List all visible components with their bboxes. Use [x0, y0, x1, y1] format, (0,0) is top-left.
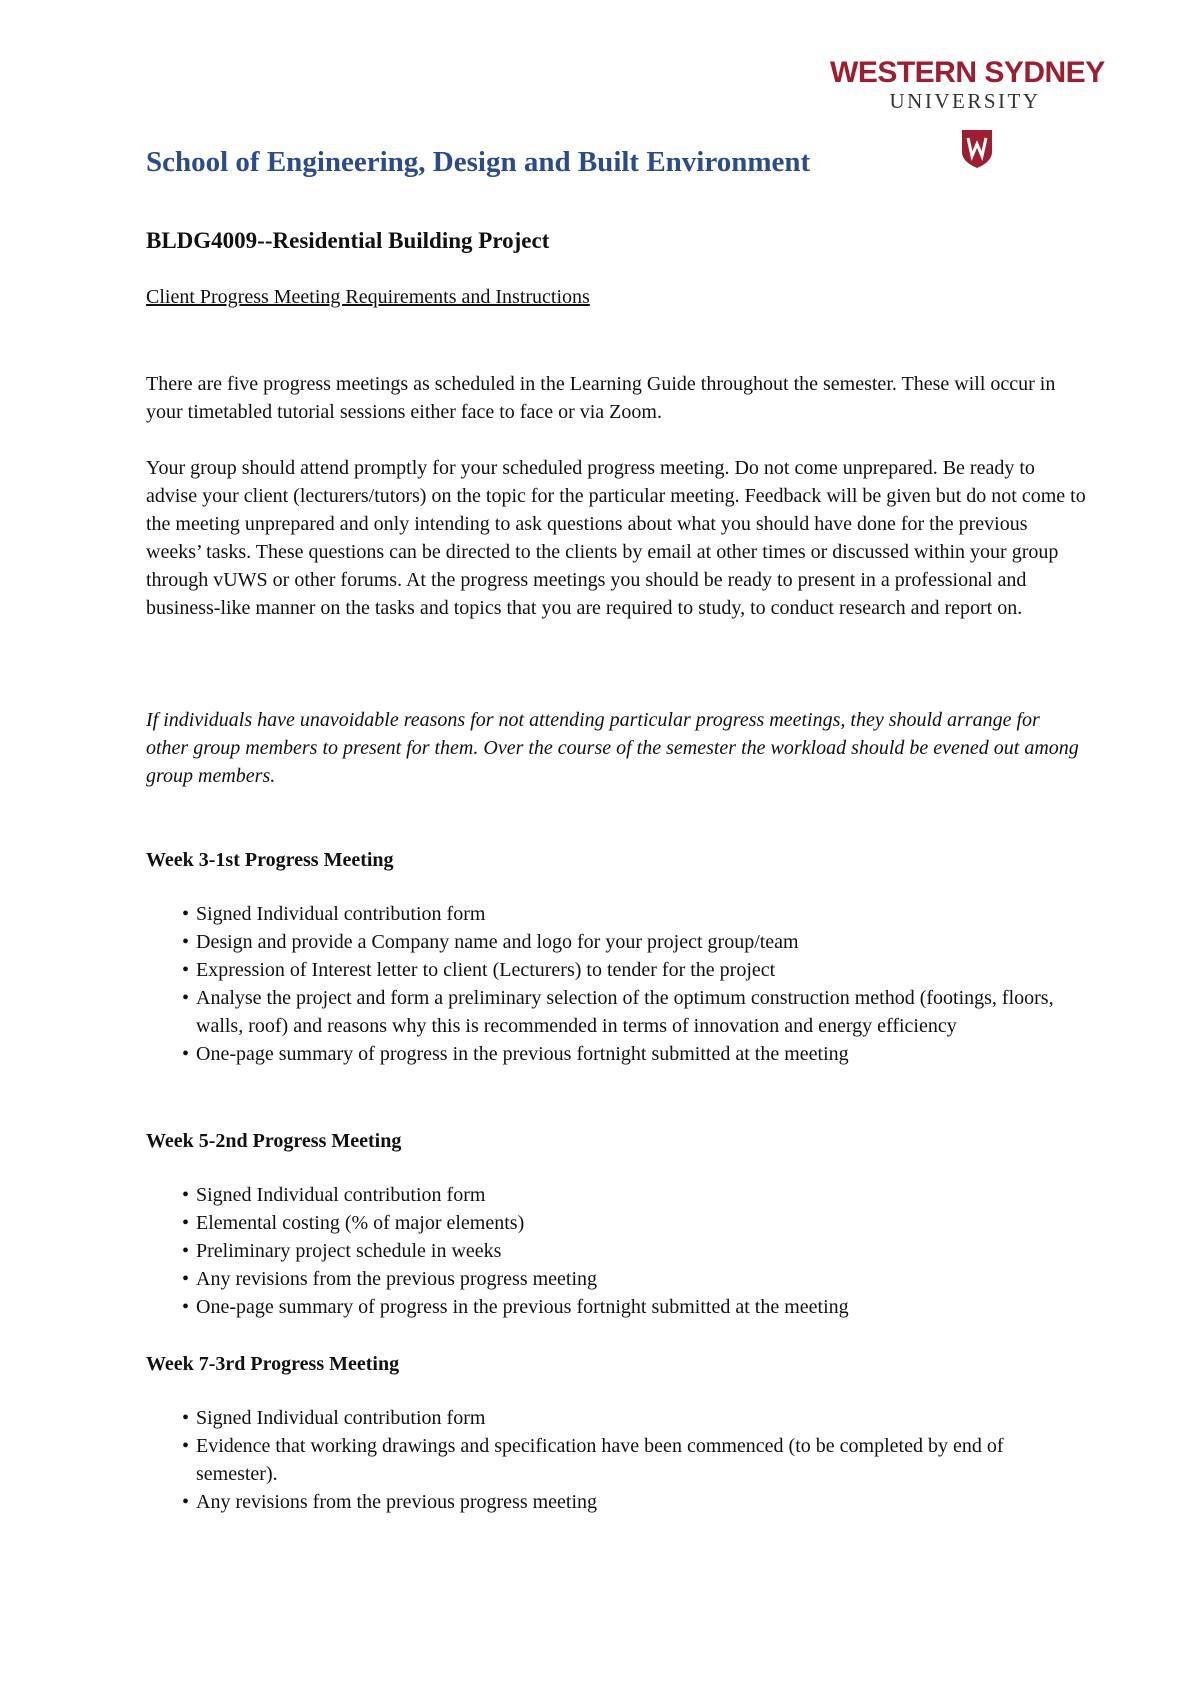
- list-item-text: Signed Individual contribution form: [196, 903, 486, 925]
- meeting-items-week-7: [182, 1404, 1082, 1516]
- bullet-glyph: •: [182, 1240, 190, 1262]
- list-item: [182, 928, 1082, 956]
- meeting-items-week-5: [182, 1181, 1082, 1321]
- bullet-glyph: •: [182, 987, 190, 1009]
- bullet-glyph: •: [182, 1043, 190, 1065]
- bullet-glyph: •: [182, 1491, 190, 1513]
- bullet-glyph: •: [182, 1407, 190, 1429]
- list-item-text: Signed Individual contribution form: [196, 1407, 486, 1429]
- list-item-text: Design and provide a Company name and logo for your project group/team: [196, 931, 799, 953]
- list-item: [182, 1404, 1082, 1432]
- attendance-paragraph: Your group should attend promptly for your scheduled progress meeting. Do not come unprepared. Be ready to advise your client (lecturers/tutors) on the topic for the particular meeting. Feedback will be given but do not come to the meeting unprepared and only intending to ask questions about what you should have done for the previous weeks’ tasks. These questions can be directed to the clients by email at other times or discussed within your group through vUWS or other forums. At the progress meetings you should be ready to present in a professional and business-like manner on the tasks and topics that you are required to study, to conduct research and report on.: [146, 457, 1086, 619]
- absence-note-paragraph: If individuals have unavoidable reasons for not attending particular progress meetings, they should arrange for other group members to present for them. Over the course of the semester the workload should be evened out among group members.: [146, 709, 1079, 787]
- list-item-text: Any revisions from the previous progress meeting: [196, 1491, 598, 1513]
- list-item-text: Expression of Interest letter to client (Lecturers) to tender for the project: [196, 959, 776, 981]
- bullet-glyph: •: [182, 1268, 190, 1290]
- bullet-glyph: •: [182, 1435, 190, 1457]
- bullet-glyph: •: [182, 1212, 190, 1234]
- meeting-heading-week-3: Week 3-1st Progress Meeting: [146, 849, 394, 871]
- bullet-glyph: •: [182, 1184, 190, 1206]
- list-item: [182, 1181, 1082, 1209]
- list-item: [182, 1040, 1082, 1068]
- list-item-text: Any revisions from the previous progress meeting: [196, 1268, 598, 1290]
- bullet-glyph: •: [182, 1296, 190, 1318]
- list-item: [182, 984, 1082, 1040]
- list-item-text: Preliminary project schedule in weeks: [196, 1240, 502, 1262]
- document-subtitle: Client Progress Meeting Requirements and Instructions: [146, 286, 590, 308]
- list-item-text: One-page summary of progress in the previous fortnight submitted at the meeting: [196, 1296, 849, 1318]
- list-item: [182, 1293, 1082, 1321]
- bullet-glyph: •: [182, 959, 190, 981]
- list-item-text: Elemental costing (% of major elements): [196, 1212, 525, 1234]
- school-title: School of Engineering, Design and Built Environment: [146, 146, 811, 178]
- logo-wordmark-line2: UNIVERSITY: [889, 89, 1041, 113]
- logo-wordmark-line1: WESTERN SYDNEY: [830, 56, 1105, 89]
- list-item: [182, 1488, 1082, 1516]
- list-item: [182, 900, 1082, 928]
- list-item: [182, 1265, 1082, 1293]
- shield-icon: [962, 130, 992, 168]
- bullet-glyph: •: [182, 903, 190, 925]
- list-item: [182, 1209, 1082, 1237]
- list-item: [182, 1432, 1082, 1488]
- list-item-text: Signed Individual contribution form: [196, 1184, 486, 1206]
- bullet-glyph: •: [182, 931, 190, 953]
- meeting-items-week-3: [182, 900, 1082, 1068]
- list-item: [182, 956, 1082, 984]
- list-item: [182, 1237, 1082, 1265]
- university-logo: [830, 56, 1105, 113]
- list-item-text: One-page summary of progress in the previous fortnight submitted at the meeting: [196, 1043, 849, 1065]
- meeting-heading-week-5: Week 5-2nd Progress Meeting: [146, 1130, 402, 1152]
- list-item-text: Evidence that working drawings and specification have been commenced (to be completed by end of semester).: [196, 1435, 1004, 1485]
- intro-paragraph: There are five progress meetings as scheduled in the Learning Guide throughout the semester. These will occur in your timetabled tutorial sessions either face to face or via Zoom.: [146, 373, 1056, 423]
- list-item-text: Analyse the project and form a preliminary selection of the optimum construction method (footings, floors, walls, roof) and reasons why this is recommended in terms of innovation and energy efficiency: [196, 987, 1054, 1037]
- meeting-heading-week-7: Week 7-3rd Progress Meeting: [146, 1353, 400, 1375]
- unit-title: BLDG4009--Residential Building Project: [146, 228, 550, 253]
